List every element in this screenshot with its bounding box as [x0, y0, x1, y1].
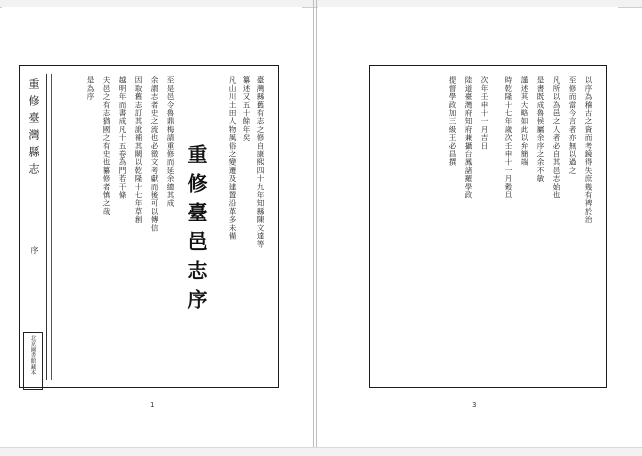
text-column: 余謂志者史之流也必徵文考獻而後可以傳信	[150, 76, 159, 232]
text-column: 是為序	[86, 76, 95, 101]
text-column: 是書既成魯侯屬余序之余不敏	[536, 76, 545, 183]
text-column: 纂述又五十餘年矣	[242, 76, 251, 142]
text-column: 提督學政加三級王必昌撰	[448, 76, 457, 167]
text-column: 次年壬申十一月吉日	[480, 76, 489, 150]
text-column: 陸道臺灣府知府兼攝台鳳諸羅學政	[464, 76, 473, 199]
text-column: 至修而當今言者亦無以過之	[568, 76, 577, 175]
left-text-frame	[19, 65, 279, 388]
sidebar-stamp-text: 北京圖書館藏本	[29, 335, 36, 376]
volume-label: 序	[30, 246, 39, 255]
sidebar-stamp-box	[23, 332, 43, 390]
sidebar-title: 重修臺灣縣志	[27, 78, 40, 180]
text-column: 至是邑令魯鼎梅請重修而延余總其成	[166, 76, 175, 208]
text-column: 凡山川土田人物風俗之變遷及建置沿革多未備	[228, 76, 237, 240]
left-page	[2, 7, 302, 447]
preface-title: 重修臺邑志序	[184, 144, 208, 318]
page-gutter-left	[313, 0, 314, 455]
text-column: 謹述其大略如此以弁簡端	[520, 76, 529, 167]
text-column: 凡所以為邑之人者必自其邑志始也	[552, 76, 561, 199]
text-column: 以序為稽古之資而考鏡得失庶幾有裨於治	[584, 76, 593, 224]
sidebar-column	[20, 74, 47, 380]
text-column: 越明年而書成凡十五卷為門若干條	[118, 76, 127, 199]
right-text-frame	[369, 65, 607, 388]
right-page	[318, 7, 618, 447]
text-column: 因取舊志訂其訛補其闕以乾隆十七年草創	[134, 76, 143, 224]
page-gutter-right	[316, 0, 317, 455]
page-number: 1	[150, 401, 155, 409]
text-column: 時乾隆十七年歲次壬申十一月穀旦	[504, 76, 513, 199]
text-column: 夫邑之有志猶國之有史也纂修者慎之哉	[102, 76, 111, 216]
sidebar-divider	[51, 74, 52, 380]
text-column: 臺灣縣舊有志之修自康熙四十九年知縣陳文達等	[256, 76, 265, 249]
page-number: 3	[472, 401, 477, 409]
